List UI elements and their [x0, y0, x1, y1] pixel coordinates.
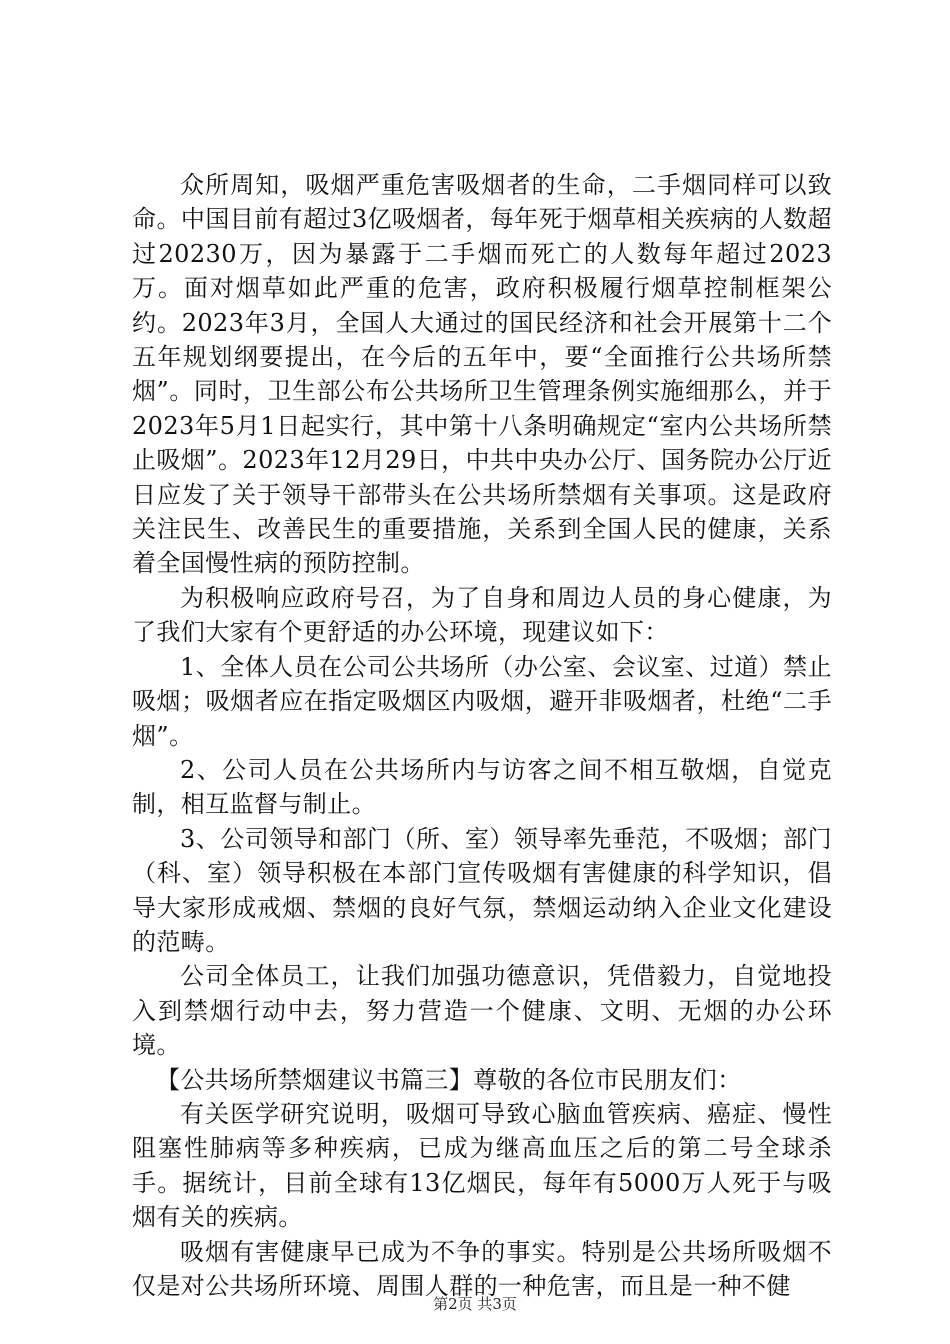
- document-body: [132, 168, 832, 1303]
- paragraph-item-1: 1、全体人员在公司公共场所（办公室、会议室、过道）禁止吸烟；吸烟者应在指定吸烟区内吸烟，避开非吸烟者，杜绝“二手烟”。: [132, 652, 832, 750]
- paragraph-public-smoking-harm: 吸烟有害健康早已成为不争的事实。特别是公共场所吸烟不仅是对公共场所环境、周围人群的一种危害，而且是一种不健: [132, 1237, 832, 1300]
- paragraph-proposal-intro: 为积极响应政府号召，为了自身和周边人员的身心健康，为了我们大家有个更舒适的办公环境，现建议如下：: [132, 583, 832, 647]
- paragraph-item-3: 3、公司领导和部门（所、室）领导率先垂范，不吸烟；部门（科、室）领导积极在本部门宣传吸烟有害健康的科学知识，倡导大家形成戒烟、禁烟的良好气氛，禁烟运动纳入企业文化建设的范畴。: [132, 824, 832, 956]
- paragraph-item-2: 2、公司人员在公共场所内与访客之间不相互敬烟，自觉克制，相互监督与制止。: [132, 755, 832, 819]
- page-footer: 第2页 共3页: [433, 1295, 517, 1313]
- paragraph-smoking-harm-policy: 众所周知，吸烟严重危害吸烟者的生命，二手烟同样可以致命。中国目前有超过3亿吸烟者，每年死于烟草相关疾病的人数超过20230万，因为暴露于二手烟而死亡的人数每年超过2023万。面对烟草如此严重的危害，政府积极履行烟草控制框架公约。2023年3月，全国人大通过的国民经济和社会开展第十二个五年规划纲要提出，在今后的五年中，要“全面推行公共场所禁烟”。同时，卫生部公布公共场所卫生管理条例实施细那么，并于2023年5月1日起实行，其中第十八条明确规定“室内公共场所禁止吸烟”。2023年12月29日，中共中央办公厅、国务院办公厅近日应发了关于领导干部带头在公共场所禁烟有关事项。这是政府关注民生、改善民生的重要措施，关系到全国人民的健康，关系着全国慢性病的预防控制。: [132, 171, 832, 578]
- section-heading-part-three: 【公共场所禁烟建议书篇三】尊敬的各位市民朋友们：: [156, 1065, 742, 1094]
- paragraph-medical-research: 有关医学研究说明，吸烟可导致心脑血管疾病、癌症、慢性阻塞性肺病等多种疾病，已成为继高血压之后的第二号全球杀手。据统计，目前全球有13亿烟民，每年有5000万人死于与吸烟有关的疾病。: [132, 1099, 832, 1232]
- paragraph-call-to-action: 公司全体员工，让我们加强功德意识，凭借毅力，自觉地投入到禁烟行动中去，努力营造一个健康、文明、无烟的办公环境。: [132, 962, 832, 1060]
